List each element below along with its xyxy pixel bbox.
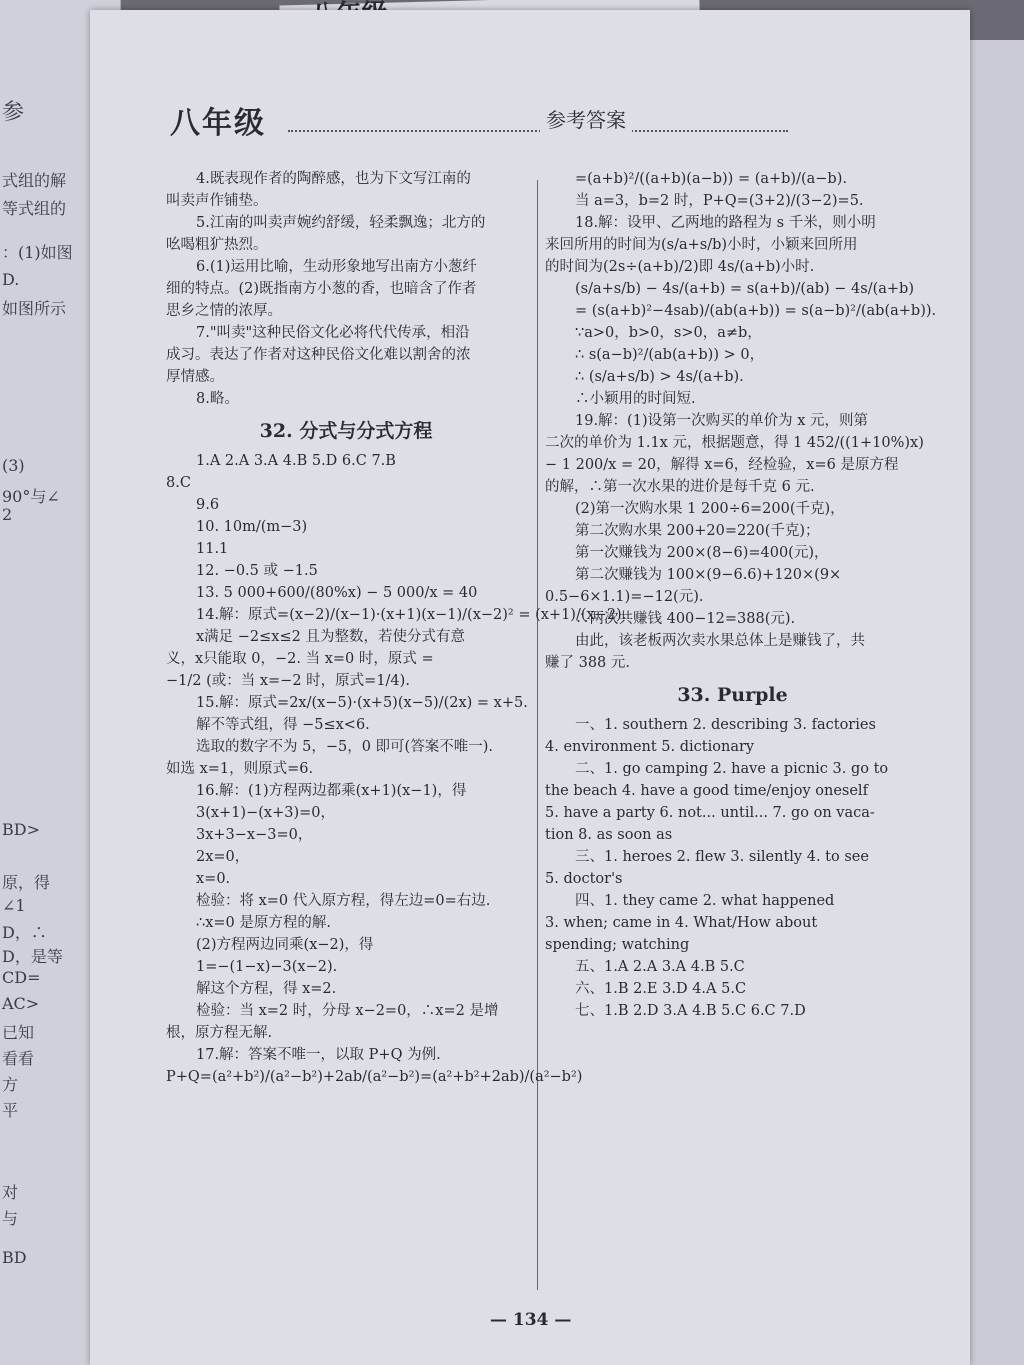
under-frag: BD>	[2, 820, 40, 839]
answer-line: spending; watching	[545, 937, 690, 953]
column-divider	[537, 180, 538, 1290]
answer-line: (s/a+s/b) − 4s/(a+b) = s(a+b)/(ab) − 4s/(a+b)	[575, 281, 914, 297]
under-frag: 看看	[2, 1049, 35, 1068]
answer-line: 0.5−6×1.1)=−12(元).	[545, 589, 704, 605]
under-frag: 等式组的	[2, 199, 67, 218]
answer-line: ∴x=0 是原方程的解.	[196, 915, 331, 931]
answer-line: 二次的单价为 1.1x 元，根据题意，得 1 452/((1+10%)x)	[545, 435, 924, 451]
under-frag: CD=	[2, 968, 41, 987]
answer-line: 13. 5 000+600/(80%x) − 5 000/x = 40	[196, 585, 478, 601]
answer-line: 5.江南的叫卖声婉约舒缓，轻柔飘逸；北方的	[196, 215, 486, 231]
header-rule	[288, 130, 788, 132]
answer-line: 第二次赚钱为 100×(9−6.6)+120×(9×	[575, 567, 842, 583]
under-frag: 如图所示	[2, 299, 67, 318]
answer-line: 的时间为(2s÷(a+b)/2)即 4s/(a+b)小时.	[545, 259, 815, 275]
answer-line: (2)第一次购水果 1 200÷6=200(千克)，	[575, 501, 845, 517]
answer-line: 6.(1)运用比喻，生动形象地写出南方小葱纤	[196, 259, 477, 275]
answer-line: ∵a>0，b>0，s>0，a≠b，	[575, 325, 762, 341]
under-frag: 方	[2, 1075, 19, 1094]
answer-line: x=0.	[196, 871, 231, 887]
answer-line: 11.1	[196, 541, 229, 557]
answer-line: 1.A 2.A 3.A 4.B 5.D 6.C 7.B	[196, 453, 396, 469]
answer-line: ∴小颖用的时间短.	[575, 391, 696, 407]
under-frag: 平	[2, 1101, 19, 1120]
under-frag: ：(1)如图	[2, 243, 73, 262]
answer-line: the beach 4. have a good time/enjoy oneself	[545, 783, 868, 799]
answer-line: 叫卖声作铺垫。	[166, 193, 268, 209]
answer-line: 根，原方程无解.	[166, 1025, 273, 1041]
answer-line: 4. environment 5. dictionary	[545, 739, 755, 755]
answer-line: 当 a=3，b=2 时，P+Q=(3+2)/(3−2)=5.	[575, 193, 864, 209]
answer-line: 第二次购水果 200+20=220(千克)；	[575, 523, 820, 539]
answer-line: 厚情感。	[166, 369, 224, 385]
under-frag: BD	[2, 1248, 27, 1267]
answer-line: 16.解：(1)方程两边都乘(x+1)(x−1)，得	[196, 783, 467, 799]
under-frag: 参	[2, 100, 25, 125]
answer-line: tion 8. as soon as	[545, 827, 673, 843]
answer-line: x满足 −2≤x≤2 且为整数，若使分式有意	[196, 629, 465, 645]
section-title: 33. Purple	[677, 684, 788, 706]
page-number: — 134 —	[490, 1310, 572, 1330]
grade-title: 八年级	[170, 106, 266, 141]
answer-line: 3(x+1)−(x+3)=0，	[196, 805, 335, 821]
answer-line: 8.略。	[196, 391, 239, 407]
answer-line: 细的特点。(2)既指南方小葱的香，也暗含了作者	[166, 281, 477, 297]
answer-line: 三、1. heroes 2. flew 3. silently 4. to see	[575, 849, 869, 865]
answer-line: 一、1. southern 2. describing 3. factories	[575, 717, 876, 733]
under-frag: AC>	[2, 994, 40, 1013]
section-title: 32. 分式与分式方程	[259, 420, 433, 442]
under-frag: D.	[2, 270, 20, 289]
under-frag: D，∴	[2, 923, 47, 942]
answer-page	[90, 10, 970, 1365]
answer-line: 成习。表达了作者对这种民俗文化难以割舍的浓	[166, 347, 471, 363]
answer-line: ∴ (s/a+s/b) > 4s/(a+b).	[575, 369, 744, 385]
answer-line: 4.既表现作者的陶醉感，也为下文写江南的	[196, 171, 471, 187]
answer-line: 3. when; came in 4. What/How about	[545, 915, 818, 931]
answer-line: 义，x只能取 0，−2. 当 x=0 时，原式 =	[166, 651, 434, 667]
answer-line: 15.解：原式=2x/(x−5)·(x+5)(x−5)/(2x) = x+5.	[196, 695, 528, 711]
answer-line: =(a+b)²/((a+b)(a−b)) = (a+b)/(a−b).	[575, 171, 847, 187]
under-frag: 与	[2, 1209, 19, 1228]
answer-line: 7."叫卖"这种民俗文化必将代代传承，相沿	[196, 325, 470, 341]
under-frag: D，是等	[2, 947, 63, 966]
answer-line: 七、1.B 2.D 3.A 4.B 5.C 6.C 7.D	[575, 1003, 806, 1019]
answer-line: 14.解：原式=(x−2)/(x−1)·(x+1)(x−1)/(x−2)² = (x+1)/(x−2).	[196, 607, 627, 623]
answer-line: 四、1. they came 2. what happened	[575, 893, 835, 909]
answer-line: 解这个方程，得 x=2.	[196, 981, 337, 997]
under-frag: (3)	[2, 456, 25, 475]
under-frag: 90°与∠	[2, 487, 60, 506]
answer-line: 如选 x=1，则原式=6.	[166, 761, 314, 777]
answer-line: 1=−(1−x)−3(x−2).	[196, 959, 338, 975]
answer-line: 检验：当 x=2 时，分母 x−2=0，∴x=2 是增	[196, 1003, 499, 1019]
answer-line: 8.C	[166, 475, 191, 491]
answer-line: 六、1.B 2.E 3.D 4.A 5.C	[575, 981, 747, 997]
under-frag: 式组的解	[2, 171, 67, 190]
under-frag: 2	[2, 505, 13, 524]
under-frag: 已知	[2, 1023, 35, 1042]
adjacent-page-edge	[964, 40, 1024, 1365]
answer-line: 选取的数字不为 5，−5，0 即可(答案不唯一).	[196, 739, 493, 755]
under-frag: 原，得	[2, 873, 51, 892]
answer-line: 9.6	[196, 497, 220, 513]
answer-line: 赚了 388 元.	[545, 655, 631, 671]
answer-line: 吆喝粗犷热烈。	[166, 237, 268, 253]
answer-line: −1/2 (或：当 x=−2 时，原式=1/4).	[166, 673, 410, 689]
answer-line: 3x+3−x−3=0，	[196, 827, 313, 843]
answer-line: 10. 10m/(m−3)	[196, 519, 308, 535]
answer-line: (2)方程两边同乘(x−2)，得	[196, 937, 374, 953]
answer-line: 5. doctor's	[545, 871, 623, 887]
page-header	[170, 98, 730, 148]
answer-line: 19.解：(1)设第一次购买的单价为 x 元，则第	[575, 413, 868, 429]
answer-line: 思乡之情的浓厚。	[166, 303, 282, 319]
answer-line: 来回所用的时间为(s/a+s/b)小时，小颖来回所用	[545, 237, 858, 253]
answer-line: 2x=0，	[196, 849, 250, 865]
answer-line: 五、1.A 2.A 3.A 4.B 5.C	[575, 959, 745, 975]
answer-line: 5. have a party 6. not... until... 7. go on vaca-	[545, 805, 875, 821]
under-frag: ∠1	[2, 896, 26, 915]
answer-line: 12. −0.5 或 −1.5	[196, 563, 318, 579]
under-frag: 对	[2, 1183, 19, 1202]
answer-line: 解不等式组，得 −5≤x<6.	[196, 717, 370, 733]
answer-line: P+Q=(a²+b²)/(a²−b²)+2ab/(a²−b²)=(a²+b²+2ab)/(a²−b²)	[166, 1069, 583, 1085]
answer-line: 的解，∴第一次水果的进价是每千克 6 元.	[545, 479, 815, 495]
answers-label: 参考答案	[540, 104, 632, 133]
answer-line: 检验：将 x=0 代入原方程，得左边=0=右边.	[196, 893, 491, 909]
right-column	[545, 168, 937, 1022]
answer-line: 17.解：答案不唯一，以取 P+Q 为例.	[196, 1047, 441, 1063]
answer-line: 由此，该老板两次卖水果总体上是赚钱了，共	[575, 633, 865, 649]
answer-line: 18.解：设甲、乙两地的路程为 s 千米，则小明	[575, 215, 876, 231]
answer-line: ∴两次共赚钱 400−12=388(元).	[575, 611, 796, 627]
answer-line: 二、1. go camping 2. have a picnic 3. go to	[575, 761, 889, 777]
answer-line: ∴ s(a−b)²/(ab(a+b)) > 0，	[575, 347, 765, 363]
answer-line: 第一次赚钱为 200×(8−6)=400(元)，	[575, 545, 829, 561]
answer-line: = (s(a+b)²−4sab)/(ab(a+b)) = s(a−b)²/(ab(a+b)).	[575, 303, 937, 319]
answer-line: − 1 200/x = 20，解得 x=6，经检验，x=6 是原方程	[545, 457, 899, 473]
